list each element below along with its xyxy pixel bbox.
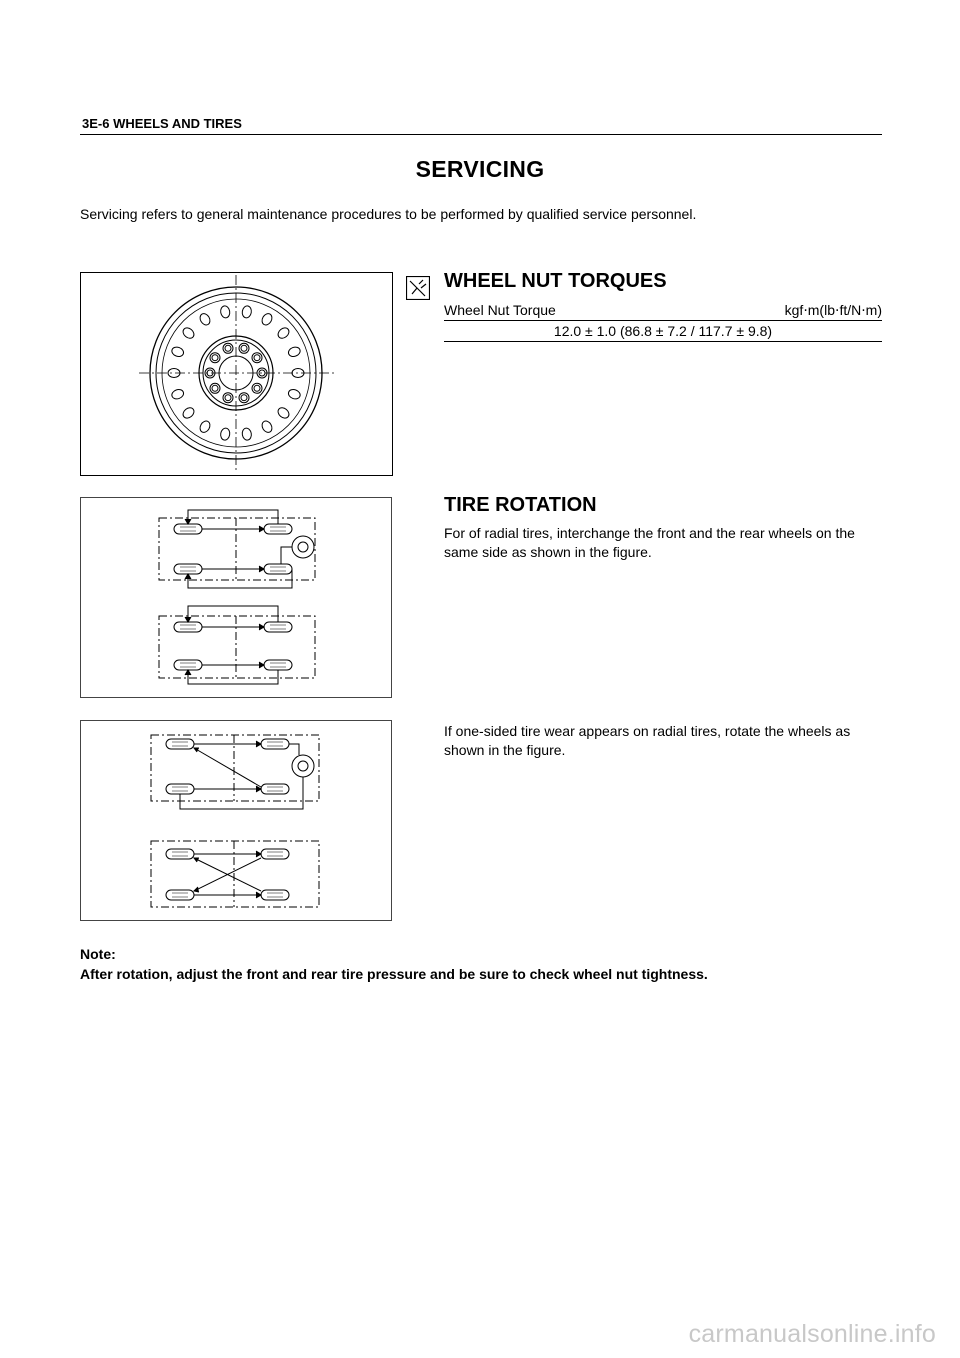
- tire-rear-left: [261, 849, 289, 859]
- tire-front-right: [174, 564, 202, 574]
- nut-hole-inner: [225, 345, 231, 351]
- tire-rear-left: [264, 524, 292, 534]
- vent-hole: [276, 406, 291, 421]
- torque-value: 12.0 ± 1.0 (86.8 ± 7.2 / 117.7 ± 9.8): [444, 321, 882, 342]
- vent-hole: [287, 346, 301, 359]
- page-title: SERVICING: [415, 156, 545, 182]
- vent-hole: [260, 419, 274, 434]
- tire-rear-left: [264, 622, 292, 632]
- torque-table-header: [444, 302, 882, 321]
- nut-hole-inner: [241, 345, 247, 351]
- tire-front-left: [166, 739, 194, 749]
- vent-hole: [241, 305, 252, 318]
- tire-rear-left: [261, 739, 289, 749]
- section-header: 3E-6 WHEELS AND TIRES: [82, 116, 242, 131]
- tire-rotation-figure-2: [80, 720, 392, 921]
- vent-hole: [276, 326, 291, 341]
- tire-front-right: [174, 660, 202, 670]
- wheel-nut-torques-title: WHEEL NUT TORQUES: [444, 270, 667, 292]
- nut-hole-inner: [254, 355, 260, 361]
- nut-hole-inner: [254, 385, 260, 391]
- vent-hole: [198, 312, 212, 327]
- tire-rotation-title: TIRE ROTATION: [444, 494, 597, 516]
- torque-label: Wheel Nut Torque: [444, 302, 556, 318]
- tire-rotation-text-2: If one-sided tire wear appears on radial tires, rotate the wheels as shown in the figure.: [444, 723, 851, 758]
- tire-rotation-text-1: For of radial tires, interchange the front and the rear wheels on the same side as shown in the figure.: [444, 525, 855, 560]
- vent-hole: [260, 312, 274, 327]
- vent-hole: [181, 406, 196, 421]
- note-text: After rotation, adjust the front and rear tire pressure and be sure to check wheel nut tightness.: [80, 966, 708, 982]
- vent-hole: [287, 388, 301, 401]
- vent-hole: [171, 346, 185, 359]
- wheel-figure: [80, 272, 393, 476]
- vent-hole: [181, 326, 196, 341]
- vent-hole: [171, 388, 185, 401]
- tire-rotation-figure-1: [80, 497, 392, 698]
- tire-front-right: [166, 890, 194, 900]
- tire-front-left: [174, 622, 202, 632]
- note-label: Note:: [80, 946, 116, 962]
- watermark: carmanualsonline.info: [688, 1320, 936, 1348]
- page-header: [80, 116, 882, 135]
- tire-front-left: [174, 524, 202, 534]
- tire-rear-right: [261, 784, 289, 794]
- tire-rear-right: [264, 564, 292, 574]
- torque-table: [444, 302, 882, 342]
- torque-unit: kgf⋅m(lb⋅ft/N⋅m): [784, 302, 882, 318]
- tire-front-left: [166, 849, 194, 859]
- vent-hole: [220, 305, 231, 318]
- vent-hole: [241, 427, 252, 440]
- intro-paragraph: Servicing refers to general maintenance procedures to be performed by qualified service personnel.: [80, 206, 697, 222]
- vent-hole: [198, 419, 212, 434]
- tire-rear-right: [261, 890, 289, 900]
- note: [80, 944, 708, 984]
- nut-hole-inner: [241, 395, 247, 401]
- nut-hole-inner: [212, 385, 218, 391]
- nut-hole-inner: [225, 395, 231, 401]
- vent-hole: [220, 427, 231, 440]
- wrench-tool-icon: [406, 276, 430, 300]
- tire-rear-right: [264, 660, 292, 670]
- tire-front-right: [166, 784, 194, 794]
- nut-hole-inner: [212, 355, 218, 361]
